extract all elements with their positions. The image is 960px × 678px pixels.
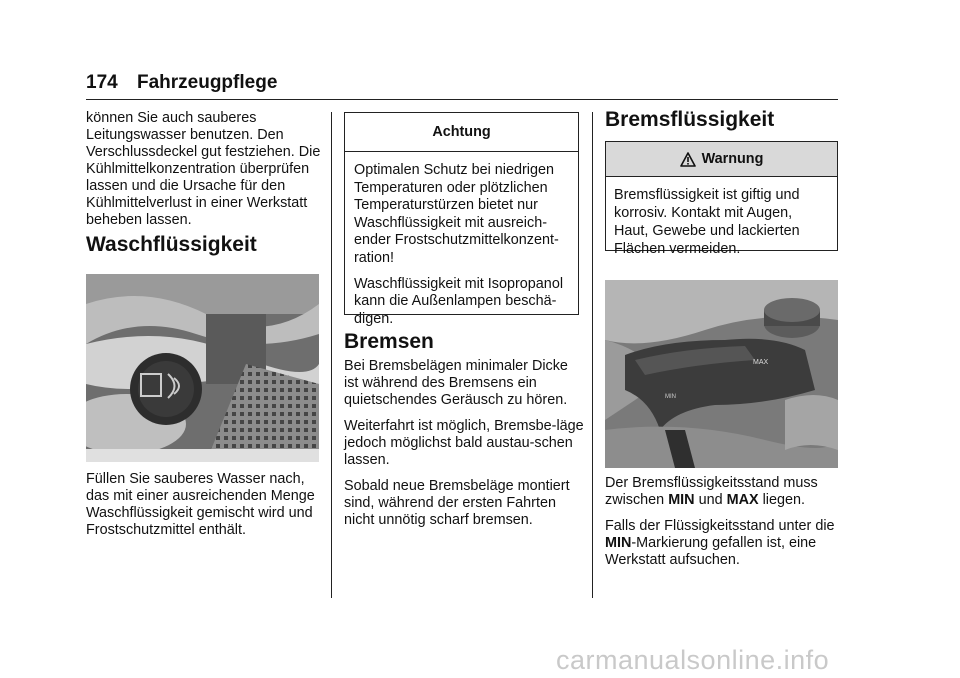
- column-divider-right: [592, 112, 593, 598]
- caution-paragraph-2: Waschflüssigkeit mit Isopropanol kann die Außenlampen beschä-digen.: [354, 275, 564, 327]
- warning-title: Warnung: [701, 151, 764, 167]
- warning-header: [606, 142, 837, 177]
- coolant-paragraph: können Sie auch sauberes Leitungswasser benutzen. Den Verschlussdeckel gut festziehen. Die Kühlmittelkonzentration überprüfen lassen und die Ursache für den Kühlmittelverlust in einer Werkstatt beheben lassen.: [86, 110, 321, 228]
- warning-box: [605, 141, 838, 257]
- left-column-caption: [86, 471, 322, 548]
- brakes-heading: Bremsen: [344, 330, 434, 353]
- page-number: 174: [86, 72, 118, 93]
- brake-fluid-photo: [605, 280, 838, 468]
- brake-fluid-paragraph-1: [605, 475, 845, 509]
- warning-text: Bremsflüssigkeit ist giftig und korrosiv. Kontakt mit Augen, Haut, Gewebe und lackierten Flächen vermeiden.: [614, 187, 800, 257]
- brake-fluid-text-part: Falls der Flüssigkeitsstand unter die: [605, 518, 835, 534]
- page-header: [86, 72, 277, 94]
- conjunction-text: und: [698, 492, 723, 508]
- max-label: MAX: [753, 359, 769, 366]
- left-column-intro: [86, 110, 322, 238]
- washer-fluid-photo: [86, 274, 319, 462]
- caution-box: [344, 112, 579, 327]
- brake-fluid-text-end: -Markierung gefallen ist, eine Werkstatt aufsuchen.: [605, 535, 817, 568]
- washer-fluid-paragraph: Füllen Sie sauberes Wasser nach, das mit einer ausreichenden Menge Waschflüssigkeit gemischt wird und Frostschutzmittel enthält.: [86, 471, 315, 538]
- brakes-paragraph-2: Weiterfahrt ist möglich, Bremsbe-läge jedoch möglichst bald austau-schen lassen.: [344, 418, 584, 468]
- max-marker-text: MAX: [726, 492, 759, 508]
- washer-fluid-heading: Waschflüssigkeit: [86, 233, 257, 256]
- caution-title: Achtung: [432, 124, 491, 140]
- warning-icon: [680, 152, 696, 167]
- brake-fluid-text: [605, 475, 845, 578]
- caution-paragraph-1: Optimalen Schutz bei niedrigen Temperaturen oder plötzlichen Temperaturstürzen bietet nur Waschflüssigkeit mit ausreich-ender Frostschutzmittelkonzent-ration!: [354, 162, 559, 266]
- brakes-paragraph-1: Bei Bremsbelägen minimaler Dicke ist während des Bremsens ein quietschendes Geräusch zu hören.: [344, 358, 568, 408]
- header-rule: [86, 99, 838, 100]
- brake-fluid-text-part: Der Bremsflüssigkeitsstand muss zwischen: [605, 475, 818, 508]
- min-marker-text: MIN: [668, 492, 695, 508]
- warning-body: [606, 177, 837, 258]
- section-title: Fahrzeugpflege: [136, 72, 278, 93]
- brakes-paragraph-3: Sobald neue Bremsbeläge montiert sind, während der ersten Fahrten nicht unnötig scharf bremsen.: [344, 478, 570, 528]
- caution-body: [345, 152, 578, 328]
- watermark: carmanualsonline.info: [556, 645, 830, 675]
- brake-fluid-paragraph-2: [605, 518, 845, 569]
- brakes-text: [344, 358, 584, 538]
- column-divider-left: [331, 112, 332, 598]
- brake-fluid-text-end: liegen.: [762, 492, 805, 508]
- min-marker-text: MIN: [605, 535, 632, 551]
- min-label: MIN: [665, 394, 676, 400]
- brake-fluid-heading: Bremsflüssigkeit: [605, 108, 775, 131]
